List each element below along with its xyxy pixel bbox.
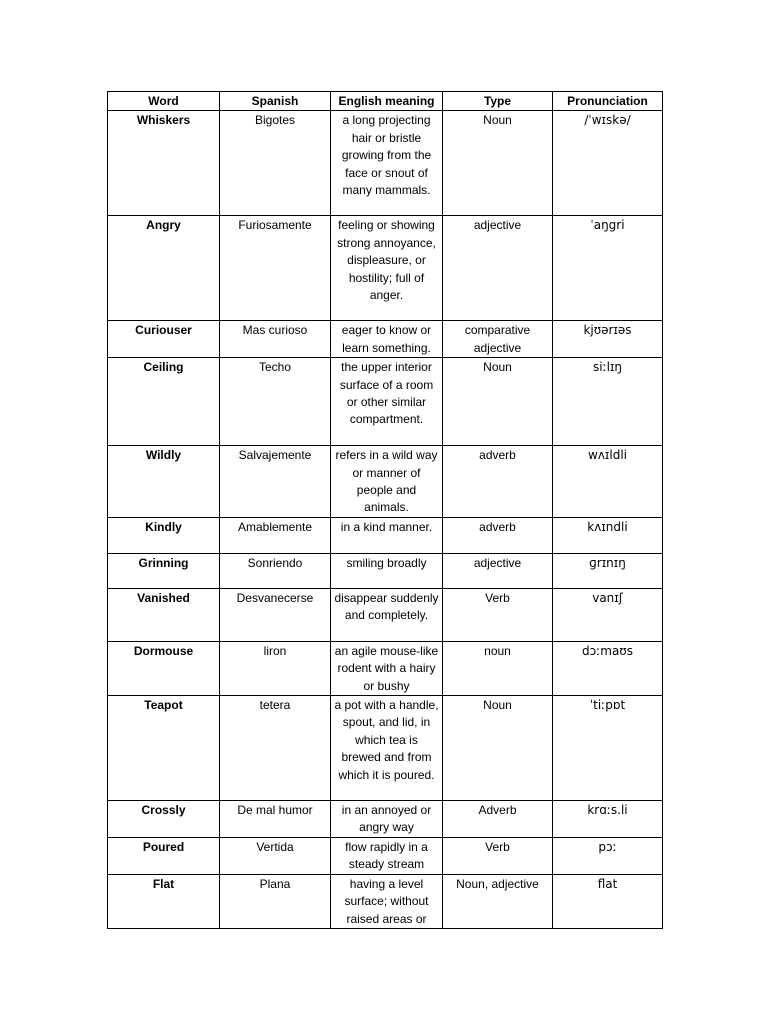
pronunciation-cell: flat	[553, 874, 663, 928]
meaning-cell: feeling or showing strong annoyance, displeasure, or hostility; full of anger.	[331, 216, 443, 321]
table-row	[108, 358, 663, 446]
pronunciation-cell: /ˈwɪskə/	[553, 111, 663, 216]
spanish-cell: Desvanecerse	[220, 588, 331, 641]
meaning-cell: eager to know or learn something.	[331, 321, 443, 358]
spanish-cell: Plana	[220, 874, 331, 928]
header-english-meaning: English meaning	[331, 92, 443, 111]
pronunciation-cell: vanɪʃ	[553, 588, 663, 641]
pronunciation-cell: dɔːmaʊs	[553, 641, 663, 695]
pronunciation-cell: kjʊərɪəs	[553, 321, 663, 358]
word-cell: Ceiling	[108, 358, 220, 446]
word-cell: Grinning	[108, 553, 220, 588]
table-row	[108, 874, 663, 928]
word-cell: Angry	[108, 216, 220, 321]
spanish-cell: De mal humor	[220, 801, 331, 838]
meaning-cell: a pot with a handle, spout, and lid, in which tea is brewed and from which it is poured.	[331, 696, 443, 801]
table-row	[108, 801, 663, 838]
meaning-cell: in an annoyed or angry way	[331, 801, 443, 838]
type-cell: comparative adjective	[443, 321, 553, 358]
type-cell: Adverb	[443, 801, 553, 838]
pronunciation-cell: krɑːs.li	[553, 801, 663, 838]
table-row	[108, 588, 663, 641]
pronunciation-cell: kʌɪndli	[553, 517, 663, 553]
type-cell: adjective	[443, 553, 553, 588]
type-cell: Verb	[443, 588, 553, 641]
spanish-cell: tetera	[220, 696, 331, 801]
word-cell: Curiouser	[108, 321, 220, 358]
word-cell: Kindly	[108, 517, 220, 553]
table-row	[108, 553, 663, 588]
pronunciation-cell: wʌɪldli	[553, 446, 663, 518]
header-word: Word	[108, 92, 220, 111]
type-cell: noun	[443, 641, 553, 695]
table-row	[108, 111, 663, 216]
meaning-cell: smiling broadly	[331, 553, 443, 588]
meaning-cell: the upper interior surface of a room or other similar compartment.	[331, 358, 443, 446]
pronunciation-cell: siːlɪŋ	[553, 358, 663, 446]
type-cell: Noun	[443, 111, 553, 216]
table-row	[108, 837, 663, 874]
type-cell: Noun	[443, 358, 553, 446]
table-row	[108, 216, 663, 321]
word-cell: Dormouse	[108, 641, 220, 695]
spanish-cell: Bigotes	[220, 111, 331, 216]
meaning-cell: flow rapidly in a steady stream	[331, 837, 443, 874]
word-cell: Teapot	[108, 696, 220, 801]
meaning-cell: having a level surface; without raised areas or	[331, 874, 443, 928]
type-cell: adjective	[443, 216, 553, 321]
word-cell: Wildly	[108, 446, 220, 518]
header-pronunciation: Pronunciation	[553, 92, 663, 111]
word-cell: Vanished	[108, 588, 220, 641]
table-row	[108, 641, 663, 695]
pronunciation-cell: ˈaŋgri	[553, 216, 663, 321]
word-cell: Whiskers	[108, 111, 220, 216]
pronunciation-cell: ɡrɪnɪŋ	[553, 553, 663, 588]
meaning-cell: an agile mouse-like rodent with a hairy or bushy	[331, 641, 443, 695]
table-row	[108, 696, 663, 801]
pronunciation-cell: ˈtiːpɒt	[553, 696, 663, 801]
type-cell: Noun, adjective	[443, 874, 553, 928]
type-cell: Noun	[443, 696, 553, 801]
table-row	[108, 321, 663, 358]
table-row	[108, 446, 663, 518]
word-cell: Flat	[108, 874, 220, 928]
word-cell: Crossly	[108, 801, 220, 838]
header-spanish: Spanish	[220, 92, 331, 111]
spanish-cell: Furiosamente	[220, 216, 331, 321]
table-header-row	[108, 92, 663, 111]
header-type: Type	[443, 92, 553, 111]
type-cell: Verb	[443, 837, 553, 874]
vocabulary-table	[107, 91, 663, 929]
word-cell: Poured	[108, 837, 220, 874]
spanish-cell: Mas curioso	[220, 321, 331, 358]
table-row	[108, 517, 663, 553]
spanish-cell: Salvajemente	[220, 446, 331, 518]
spanish-cell: Amablemente	[220, 517, 331, 553]
spanish-cell: Techo	[220, 358, 331, 446]
meaning-cell: disappear suddenly and completely.	[331, 588, 443, 641]
type-cell: adverb	[443, 446, 553, 518]
spanish-cell: liron	[220, 641, 331, 695]
meaning-cell: in a kind manner.	[331, 517, 443, 553]
meaning-cell: a long projecting hair or bristle growing from the face or snout of many mammals.	[331, 111, 443, 216]
type-cell: adverb	[443, 517, 553, 553]
meaning-cell: refers in a wild way or manner of people and animals.	[331, 446, 443, 518]
spanish-cell: Sonriendo	[220, 553, 331, 588]
pronunciation-cell: pɔː	[553, 837, 663, 874]
spanish-cell: Vertida	[220, 837, 331, 874]
